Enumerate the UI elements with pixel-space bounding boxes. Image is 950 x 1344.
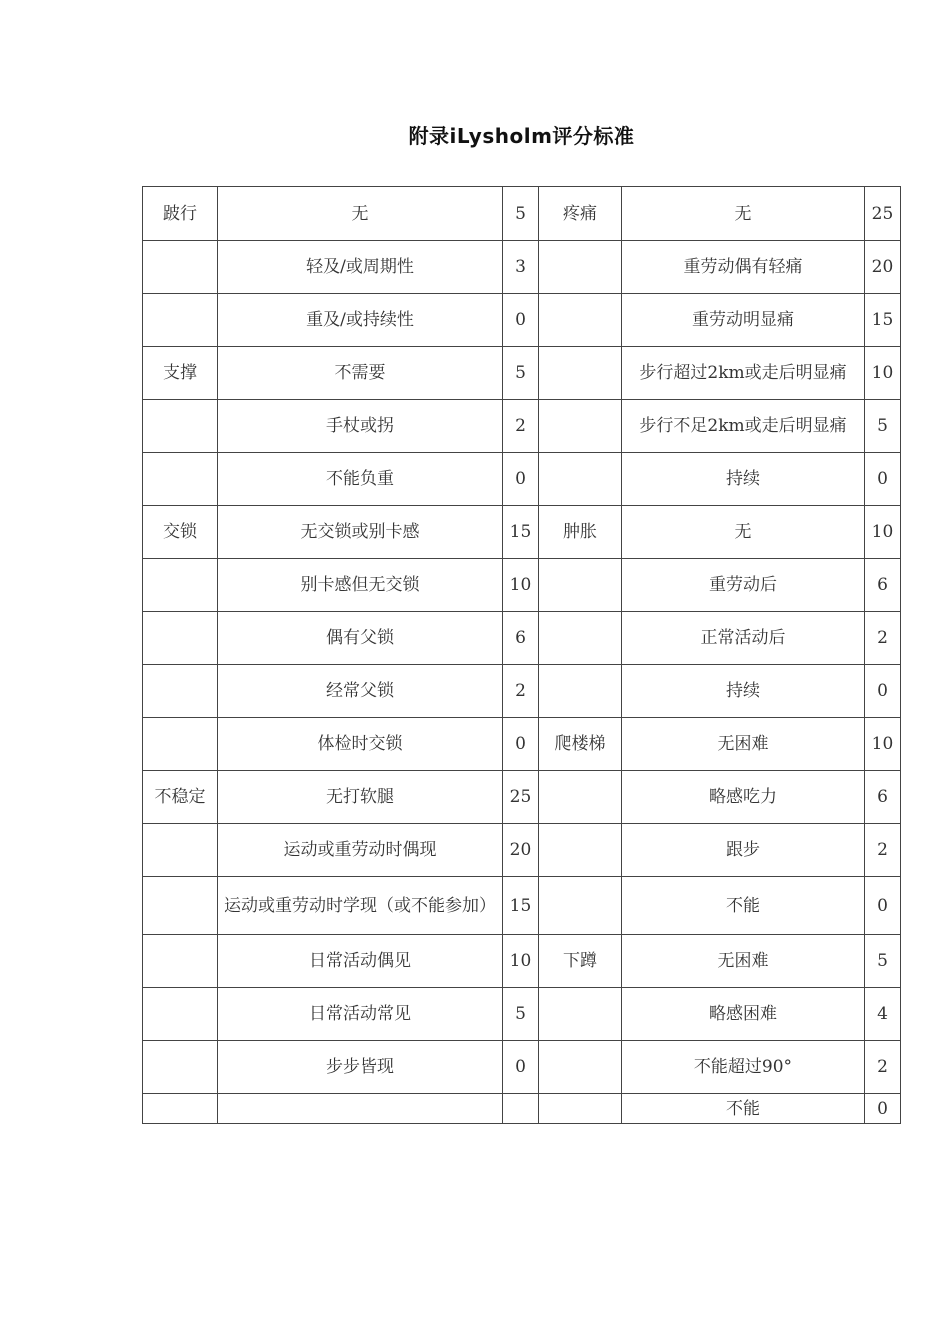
right-item-cell: 重劳动明显痛 (622, 294, 865, 347)
left-score-cell: 2 (503, 400, 539, 453)
left-item-cell: 日常活动偶见 (218, 935, 503, 988)
table-row (143, 718, 901, 771)
left-item-cell: 运动或重劳动时偶现 (218, 824, 503, 877)
left-category-cell (143, 665, 218, 718)
left-category-cell (143, 400, 218, 453)
left-item-cell: 步步皆现 (218, 1041, 503, 1094)
table-row (143, 506, 901, 559)
left-item-cell: 偶有父锁 (218, 612, 503, 665)
left-category-cell (143, 453, 218, 506)
right-item-cell: 不能 (622, 1094, 865, 1124)
right-item-cell: 步行不足2km或走后明显痛 (622, 400, 865, 453)
right-score-cell: 0 (865, 1094, 901, 1124)
left-category-cell (143, 935, 218, 988)
right-item-cell: 无困难 (622, 935, 865, 988)
lysholm-score-table (142, 186, 901, 1124)
left-item-cell: 体检时交锁 (218, 718, 503, 771)
right-category-cell: 下蹲 (539, 935, 622, 988)
right-category-cell (539, 665, 622, 718)
table-row (143, 612, 901, 665)
left-item-cell: 不需要 (218, 347, 503, 400)
table-row (143, 453, 901, 506)
right-score-cell: 5 (865, 400, 901, 453)
left-category-cell: 跛行 (143, 187, 218, 241)
left-score-cell: 6 (503, 612, 539, 665)
left-item-cell: 经常父锁 (218, 665, 503, 718)
left-item-cell: 重及/或持续性 (218, 294, 503, 347)
left-item-cell: 不能负重 (218, 453, 503, 506)
right-item-cell: 无困难 (622, 718, 865, 771)
left-category-cell: 不稳定 (143, 771, 218, 824)
left-item-cell: 轻及/或周期性 (218, 241, 503, 294)
left-item-cell: 手杖或拐 (218, 400, 503, 453)
right-item-cell: 无 (622, 187, 865, 241)
left-score-cell: 10 (503, 935, 539, 988)
right-item-cell: 略感吃力 (622, 771, 865, 824)
left-item-cell (218, 1094, 503, 1124)
left-score-cell: 2 (503, 665, 539, 718)
left-score-cell: 25 (503, 771, 539, 824)
right-score-cell: 25 (865, 187, 901, 241)
right-category-cell: 肿胀 (539, 506, 622, 559)
left-category-cell (143, 1094, 218, 1124)
table-row (143, 294, 901, 347)
right-score-cell: 5 (865, 935, 901, 988)
right-category-cell (539, 1041, 622, 1094)
left-category-cell (143, 241, 218, 294)
right-item-cell: 无 (622, 506, 865, 559)
right-item-cell: 持续 (622, 665, 865, 718)
right-category-cell (539, 612, 622, 665)
table-row (143, 559, 901, 612)
page-title: 附录iLysholm评分标准 (408, 124, 635, 148)
right-category-cell (539, 824, 622, 877)
table-row (143, 771, 901, 824)
left-score-cell: 0 (503, 453, 539, 506)
right-score-cell: 15 (865, 294, 901, 347)
table-row (143, 241, 901, 294)
right-score-cell: 0 (865, 453, 901, 506)
right-score-cell: 20 (865, 241, 901, 294)
right-score-cell: 10 (865, 718, 901, 771)
right-category-cell (539, 988, 622, 1041)
right-category-cell: 疼痛 (539, 187, 622, 241)
left-item-cell: 无打软腿 (218, 771, 503, 824)
right-score-cell: 4 (865, 988, 901, 1041)
right-category-cell (539, 771, 622, 824)
table-row (143, 347, 901, 400)
right-score-cell: 2 (865, 824, 901, 877)
left-score-cell: 0 (503, 294, 539, 347)
left-score-cell: 20 (503, 824, 539, 877)
left-item-cell: 无交锁或别卡感 (218, 506, 503, 559)
left-category-cell: 交锁 (143, 506, 218, 559)
table-row (143, 1041, 901, 1094)
left-score-cell: 15 (503, 877, 539, 935)
left-category-cell (143, 718, 218, 771)
right-score-cell: 10 (865, 506, 901, 559)
left-category-cell: 支撑 (143, 347, 218, 400)
left-score-cell: 0 (503, 1041, 539, 1094)
left-score-cell: 5 (503, 988, 539, 1041)
left-category-cell (143, 824, 218, 877)
right-item-cell: 略感困难 (622, 988, 865, 1041)
right-category-cell (539, 877, 622, 935)
right-item-cell: 重劳动偶有轻痛 (622, 241, 865, 294)
right-item-cell: 跟步 (622, 824, 865, 877)
right-score-cell: 2 (865, 612, 901, 665)
right-item-cell: 步行超过2km或走后明显痛 (622, 347, 865, 400)
table-row (143, 1094, 901, 1124)
left-category-cell (143, 988, 218, 1041)
right-category-cell (539, 294, 622, 347)
right-category-cell (539, 241, 622, 294)
left-item-cell: 日常活动常见 (218, 988, 503, 1041)
left-item-cell: 运动或重劳动时学现（或不能参加） (218, 877, 503, 935)
right-category-cell (539, 559, 622, 612)
table-row (143, 400, 901, 453)
right-category-cell (539, 347, 622, 400)
table-row (143, 877, 901, 935)
left-score-cell: 10 (503, 559, 539, 612)
right-score-cell: 6 (865, 559, 901, 612)
table-row (143, 187, 901, 241)
right-item-cell: 重劳动后 (622, 559, 865, 612)
right-category-cell (539, 400, 622, 453)
right-category-cell (539, 453, 622, 506)
right-item-cell: 正常活动后 (622, 612, 865, 665)
right-score-cell: 0 (865, 665, 901, 718)
right-score-cell: 0 (865, 877, 901, 935)
table-row (143, 935, 901, 988)
left-score-cell: 0 (503, 718, 539, 771)
table-row (143, 665, 901, 718)
right-item-cell: 不能 (622, 877, 865, 935)
left-score-cell: 5 (503, 187, 539, 241)
left-category-cell (143, 877, 218, 935)
left-category-cell (143, 559, 218, 612)
right-category-cell: 爬楼梯 (539, 718, 622, 771)
left-category-cell (143, 1041, 218, 1094)
left-score-cell: 5 (503, 347, 539, 400)
right-category-cell (539, 1094, 622, 1124)
right-score-cell: 10 (865, 347, 901, 400)
left-score-cell: 3 (503, 241, 539, 294)
table-row (143, 824, 901, 877)
left-category-cell (143, 294, 218, 347)
left-score-cell (503, 1094, 539, 1124)
left-score-cell: 15 (503, 506, 539, 559)
left-item-cell: 别卡感但无交锁 (218, 559, 503, 612)
right-score-cell: 6 (865, 771, 901, 824)
left-item-cell: 无 (218, 187, 503, 241)
table-row (143, 988, 901, 1041)
left-category-cell (143, 612, 218, 665)
right-score-cell: 2 (865, 1041, 901, 1094)
right-item-cell: 持续 (622, 453, 865, 506)
right-item-cell: 不能超过90° (622, 1041, 865, 1094)
